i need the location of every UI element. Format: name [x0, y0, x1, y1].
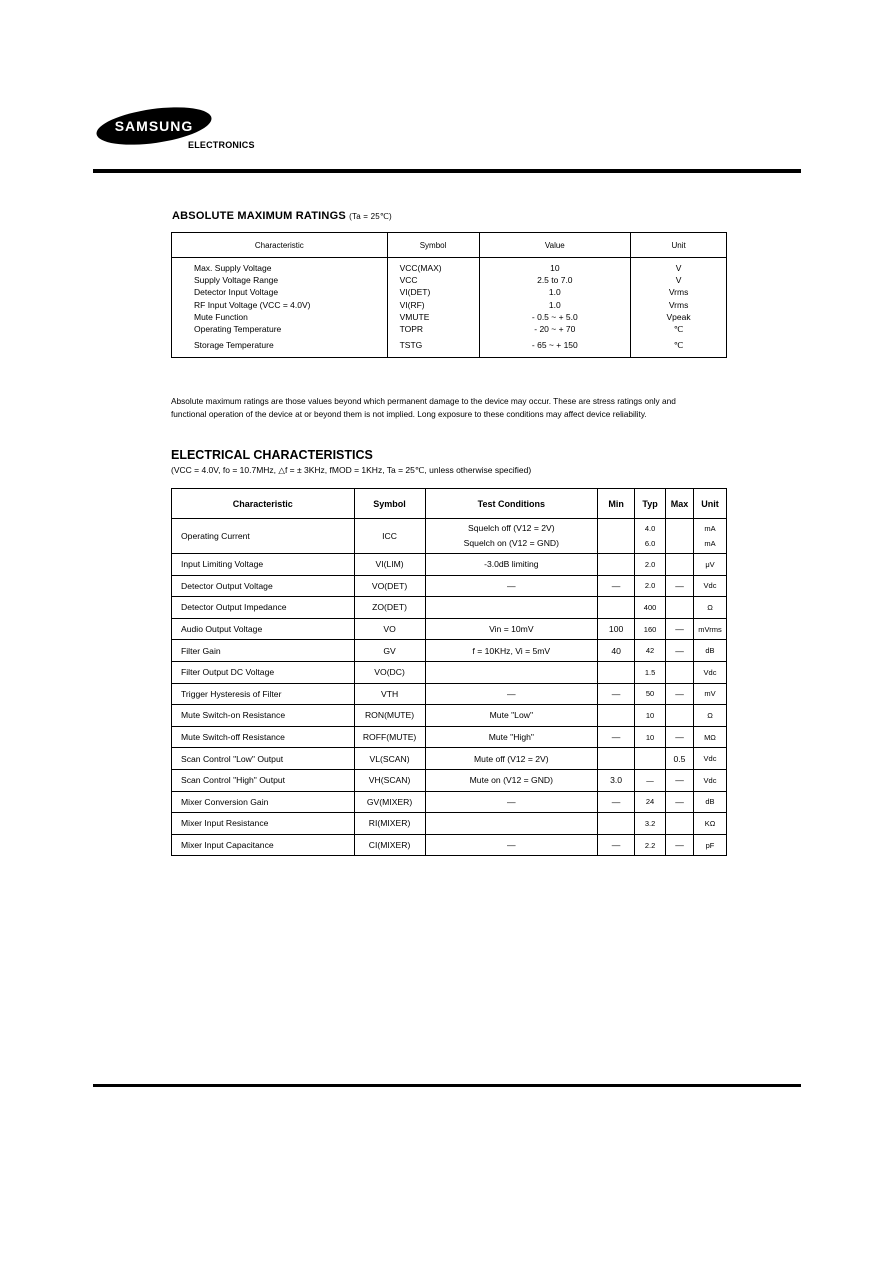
abs-max-symbol: VMUTE	[399, 311, 430, 322]
abs-max-char: Mute Function	[194, 311, 248, 322]
abs-max-value: - 20 ~ + 70	[534, 324, 576, 335]
table-row	[172, 519, 727, 554]
abs-max-char: Detector Input Voltage	[194, 287, 279, 298]
elec-cond: —	[507, 840, 516, 851]
elec-symbol: ROFF(MUTE)	[362, 732, 417, 743]
elec-conditions: (VCC = 4.0V, fo = 10.7MHz, △f = ± 3KHz, fMOD = 1KHz, Ta = 25℃, unless otherwise specified)	[171, 465, 532, 475]
elec-cond: Vin = 10mV	[489, 624, 534, 635]
abs-max-symbol: VCC(MAX)	[399, 263, 442, 273]
elec-unit: Ω	[707, 602, 713, 612]
elec-cond: —	[507, 580, 516, 591]
elec-typ: 10	[645, 732, 655, 742]
table-row	[172, 597, 727, 619]
elec-char: Scan Control "High" Output	[181, 775, 286, 786]
elec-unit: dB	[705, 797, 715, 807]
table-row	[172, 640, 727, 662]
col-header: Min	[598, 489, 635, 519]
col-header: Characteristic	[172, 489, 355, 519]
elec-cond: f = 10KHz, Vi = 5mV	[472, 645, 551, 656]
col-header: Max	[666, 489, 694, 519]
elec-max: —	[675, 796, 684, 807]
elec-max: —	[675, 688, 684, 699]
elec-symbol: CI(MIXER)	[368, 840, 411, 851]
elec-char: Audio Output Voltage	[181, 624, 263, 635]
elec-char: Filter Output DC Voltage	[181, 667, 275, 678]
abs-max-unit: V	[675, 275, 682, 286]
table-row	[172, 258, 727, 358]
abs-max-symbol: VI(DET)	[399, 287, 431, 298]
elec-min: —	[611, 732, 621, 743]
elec-symbol: VTH	[380, 688, 399, 699]
elec-min: —	[611, 840, 621, 851]
col-header: Unit	[631, 233, 727, 258]
abs-max-value: 1.0	[548, 299, 561, 310]
elec-char: Mixer Input Resistance	[181, 818, 269, 829]
elec-cond: -3.0dB limiting	[484, 559, 539, 570]
abs-max-value: 10	[550, 263, 560, 273]
col-header: Symbol	[387, 233, 479, 258]
elec-min: 100	[608, 624, 624, 635]
elec-symbol: ICC	[382, 530, 397, 541]
table-row	[172, 618, 727, 640]
division-label: ELECTRONICS	[188, 140, 255, 150]
elec-cond-2: Squelch on (V12 = GND)	[463, 538, 559, 548]
elec-unit-2: mA	[704, 539, 716, 548]
abs-max-condition: (Ta = 25℃)	[349, 212, 392, 221]
elec-char: Detector Output Impedance	[181, 602, 287, 613]
elec-unit: MΩ	[704, 732, 716, 742]
elec-min: —	[611, 580, 621, 591]
elec-char: Trigger Hysteresis of Filter	[181, 688, 282, 699]
elec-max: —	[675, 775, 684, 786]
table-row	[172, 575, 727, 597]
elec-char: Mixer Input Capacitance	[181, 840, 274, 851]
elec-title: ELECTRICAL CHARACTERISTICS	[171, 448, 373, 462]
elec-symbol: VO(DET)	[371, 580, 408, 591]
col-header: Symbol	[354, 489, 425, 519]
abs-max-symbol: VI(RF)	[399, 299, 425, 310]
elec-min: 40	[611, 645, 621, 656]
abs-max-unit: ℃	[673, 340, 684, 351]
elec-char: Scan Control "Low" Output	[181, 753, 284, 764]
elec-unit: μV	[705, 559, 715, 569]
abs-max-note: Absolute maximum ratings are those values beyond which permanent damage to the device may occur. These are stress ratings only and functional operation of the device at or beyond them is not implied. Long exposure to these conditions may affect device reliability.	[171, 396, 676, 419]
elec-typ: 160	[643, 624, 657, 634]
elec-typ: 42	[645, 646, 655, 656]
elec-cond: Mute off (V12 = 2V)	[474, 753, 549, 764]
brand-text: SAMSUNG	[114, 118, 194, 134]
elec-symbol: GV	[383, 645, 396, 656]
abs-max-value: 2.5 to 7.0	[537, 275, 573, 286]
elec-min: —	[611, 796, 621, 807]
table-row	[172, 813, 727, 835]
abs-max-unit: ℃	[673, 324, 684, 335]
abs-max-char: Supply Voltage Range	[194, 275, 279, 286]
col-header: Characteristic	[172, 233, 388, 258]
footer-rule	[93, 1084, 801, 1087]
elec-symbol: RI(MIXER)	[368, 818, 411, 829]
elec-symbol: RON(MUTE)	[364, 710, 415, 721]
table-row	[172, 554, 727, 576]
elec-symbol: VI(LIM)	[375, 559, 404, 570]
elec-typ: 2.2	[644, 840, 656, 850]
elec-unit: dB	[705, 646, 715, 656]
elec-char: Operating Current	[181, 530, 250, 541]
col-header: Typ	[635, 489, 666, 519]
abs-max-symbol: TSTG	[399, 340, 423, 351]
abs-max-unit: Vrms	[668, 287, 689, 298]
elec-unit: Vdc	[703, 667, 717, 677]
table-row	[172, 791, 727, 813]
elec-unit: pF	[705, 840, 715, 850]
abs-max-title-text: ABSOLUTE MAXIMUM RATINGS	[172, 210, 346, 222]
elec-cond: Mute "Low"	[489, 710, 533, 721]
elec-max: —	[675, 580, 684, 591]
elec-unit: mVrms	[698, 624, 722, 634]
header-rule	[93, 169, 801, 173]
abs-max-char: Max. Supply Voltage	[194, 263, 272, 273]
elec-cond: Mute on (V12 = GND)	[469, 775, 553, 786]
elec-table	[171, 488, 727, 856]
elec-typ: 2.0	[644, 581, 656, 591]
abs-max-value: - 65 ~ + 150	[531, 340, 578, 351]
abs-max-table	[171, 232, 727, 358]
elec-typ: 50	[645, 689, 655, 699]
elec-max: —	[675, 645, 684, 656]
elec-typ: 400	[643, 602, 657, 612]
elec-char: Detector Output Voltage	[181, 580, 273, 591]
elec-max: 0.5	[673, 753, 686, 764]
elec-symbol: VO(DC)	[374, 667, 405, 678]
elec-typ: 24	[645, 797, 655, 807]
elec-char: Mixer Conversion Gain	[181, 796, 269, 807]
elec-symbol: ZO(DET)	[372, 602, 407, 613]
elec-symbol: GV(MIXER)	[366, 796, 413, 807]
table-row	[172, 661, 727, 683]
abs-max-unit: Vpeak	[666, 311, 691, 322]
abs-max-char: RF Input Voltage (VCC = 4.0V)	[194, 299, 311, 310]
elec-unit: mA	[704, 524, 716, 533]
elec-min: —	[611, 688, 621, 699]
elec-symbol: VH(SCAN)	[368, 775, 411, 786]
col-header: Value	[479, 233, 631, 258]
abs-max-symbol: TOPR	[399, 324, 424, 335]
elec-char: Input Limiting Voltage	[181, 559, 264, 570]
elec-symbol: VO	[383, 624, 396, 635]
elec-char: Mute Switch-on Resistance	[181, 710, 286, 721]
table-row	[172, 683, 727, 705]
abs-max-value: 1.0	[548, 287, 561, 298]
elec-max: —	[675, 624, 684, 635]
elec-cond: —	[507, 688, 516, 699]
col-header: Test Conditions	[425, 489, 598, 519]
table-row	[172, 726, 727, 748]
elec-unit: KΩ	[704, 818, 716, 828]
elec-typ: 2.0	[644, 559, 656, 569]
abs-max-title	[172, 210, 392, 222]
elec-typ: 1.5	[644, 667, 656, 677]
table-row	[172, 769, 727, 791]
elec-char: Filter Gain	[181, 645, 221, 656]
abs-max-char: Storage Temperature	[194, 340, 274, 351]
elec-cond: Mute "High"	[488, 732, 534, 743]
table-row	[172, 705, 727, 727]
elec-max: —	[675, 732, 684, 743]
col-header: Unit	[693, 489, 726, 519]
elec-typ: 10	[645, 710, 655, 720]
elec-unit: Vdc	[703, 581, 717, 591]
elec-cond: —	[507, 796, 516, 807]
table-row	[172, 834, 727, 856]
abs-max-char: Operating Temperature	[194, 324, 282, 335]
abs-max-value: - 0.5 ~ + 5.0	[531, 311, 578, 322]
elec-cond: Squelch off (V12 = 2V)	[468, 523, 555, 533]
abs-max-unit: V	[675, 263, 682, 273]
elec-unit: Ω	[707, 710, 713, 720]
elec-typ: —	[646, 775, 654, 785]
elec-max: —	[675, 840, 684, 851]
table-row	[172, 748, 727, 770]
elec-symbol: VL(SCAN)	[369, 753, 410, 764]
elec-unit: Vdc	[703, 754, 717, 764]
abs-max-unit: Vrms	[668, 299, 689, 310]
elec-typ: 4.0	[644, 524, 656, 533]
elec-unit: mV	[704, 689, 716, 699]
elec-typ: 3.2	[644, 818, 656, 828]
abs-max-symbol: VCC	[399, 275, 418, 286]
elec-char: Mute Switch-off Resistance	[181, 732, 285, 743]
elec-min: 3.0	[610, 775, 623, 786]
elec-unit: Vdc	[703, 775, 717, 785]
elec-typ-2: 6.0	[644, 539, 656, 548]
